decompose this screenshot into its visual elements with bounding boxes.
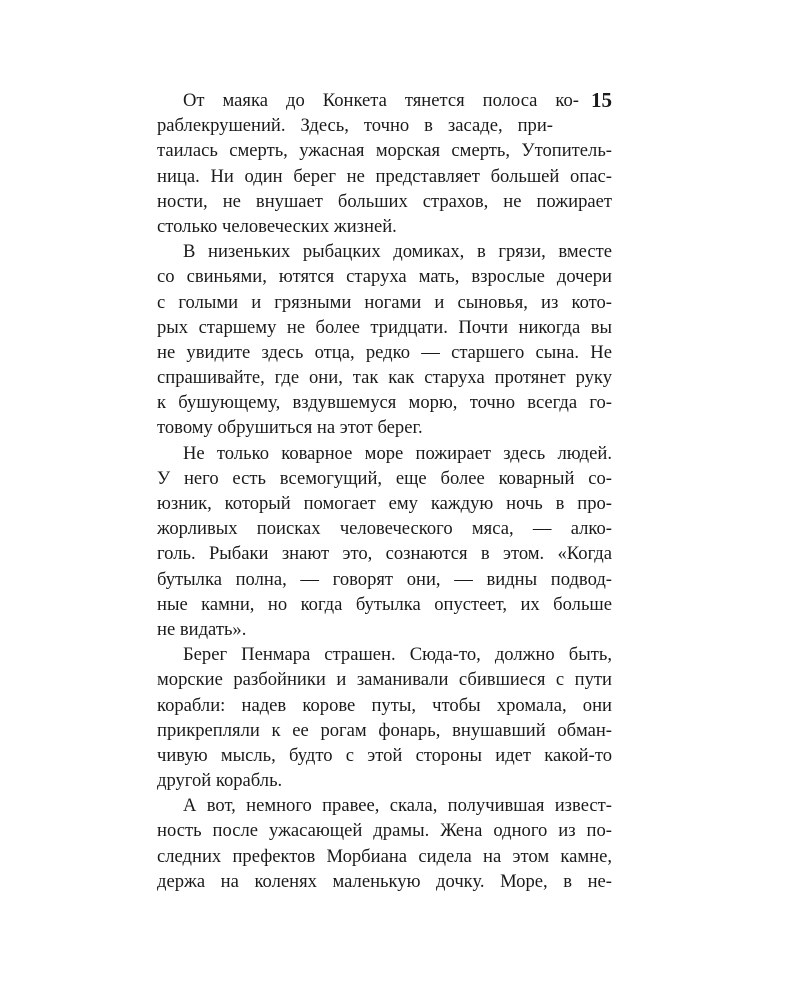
text-line: ные камни, но когда бутылка опустеет, их больше	[157, 593, 612, 615]
text-line: ности, не внушает больших страхов, не пожирает	[157, 190, 612, 212]
text-line: А вот, немного правее, скала, получившая извест-	[183, 795, 612, 817]
text-line: юзник, который помогает ему каждую ночь в про-	[157, 493, 612, 514]
text-line: Не только коварное море пожирает здесь людей.	[183, 442, 612, 464]
text-line: столько человеческих жизней.	[157, 215, 397, 237]
text-line: жорливых поисках человеческого мяса, — алко-	[157, 518, 612, 540]
text-line: чивую мысль, будто с этой стороны идет какой-то	[157, 744, 612, 766]
paragraph	[157, 441, 612, 643]
text-line: Берег Пенмара страшен. Сюда-то, должно быть,	[183, 644, 612, 666]
text-line: спрашивайте, где они, так как старуха протянет руку	[157, 367, 612, 389]
text-line: бутылка полна, — говорят они, — видны подвод-	[157, 568, 612, 590]
page-number: 15	[591, 88, 612, 112]
text-line: ница. Ни один берег не представляет большей опас-	[157, 165, 612, 187]
text-line: таилась смерть, ужасная морская смерть, Утопитель-	[157, 140, 612, 162]
text-line: У него есть всемогущий, еще более коварный со-	[157, 467, 612, 489]
text-line: рых старшему не более тридцати. Почти никогда вы	[157, 316, 612, 338]
text-line: ность после ужасающей драмы. Жена одного из по-	[157, 820, 612, 842]
text-line: следних префектов Морбиана сидела на этом камне,	[157, 845, 612, 867]
paragraph	[157, 88, 612, 239]
text-line: со свиньями, ютятся старуха мать, взрослые дочери	[157, 266, 612, 288]
text-line: раблекрушений. Здесь, точно в засаде, при-	[157, 115, 553, 137]
paragraph	[157, 793, 612, 894]
paragraph	[157, 642, 612, 793]
text-line: морские разбойники и заманивали сбившиеся с пути	[157, 669, 612, 691]
text-line: В низеньких рыбацких домиках, в грязи, вместе	[183, 241, 612, 263]
text-line: к бушующему, вздувшемуся морю, точно всегда го-	[157, 392, 612, 414]
text-line: товому обрушиться на этот берег.	[157, 417, 423, 439]
paragraph	[157, 239, 612, 441]
text-line: не видать».	[157, 618, 247, 640]
book-page	[157, 88, 612, 894]
text-line: От маяка до Конкета тянется полоса ко-	[183, 90, 579, 111]
text-line: с голыми и грязными ногами и сыновья, из кото-	[157, 291, 612, 313]
text-line: голь. Рыбаки знают это, сознаются в этом. «Когда	[157, 543, 612, 565]
text-line: другой корабль.	[157, 770, 283, 792]
text-line: корабли: надев корове путы, чтобы хромала, они	[157, 694, 612, 716]
text-line: не увидите здесь отца, редко — старшего сына. Не	[157, 341, 612, 363]
text-line: держа на коленях маленькую дочку. Море, в не-	[157, 870, 612, 892]
text-line: прикрепляли к ее рогам фонарь, внушавший обман-	[157, 719, 612, 741]
